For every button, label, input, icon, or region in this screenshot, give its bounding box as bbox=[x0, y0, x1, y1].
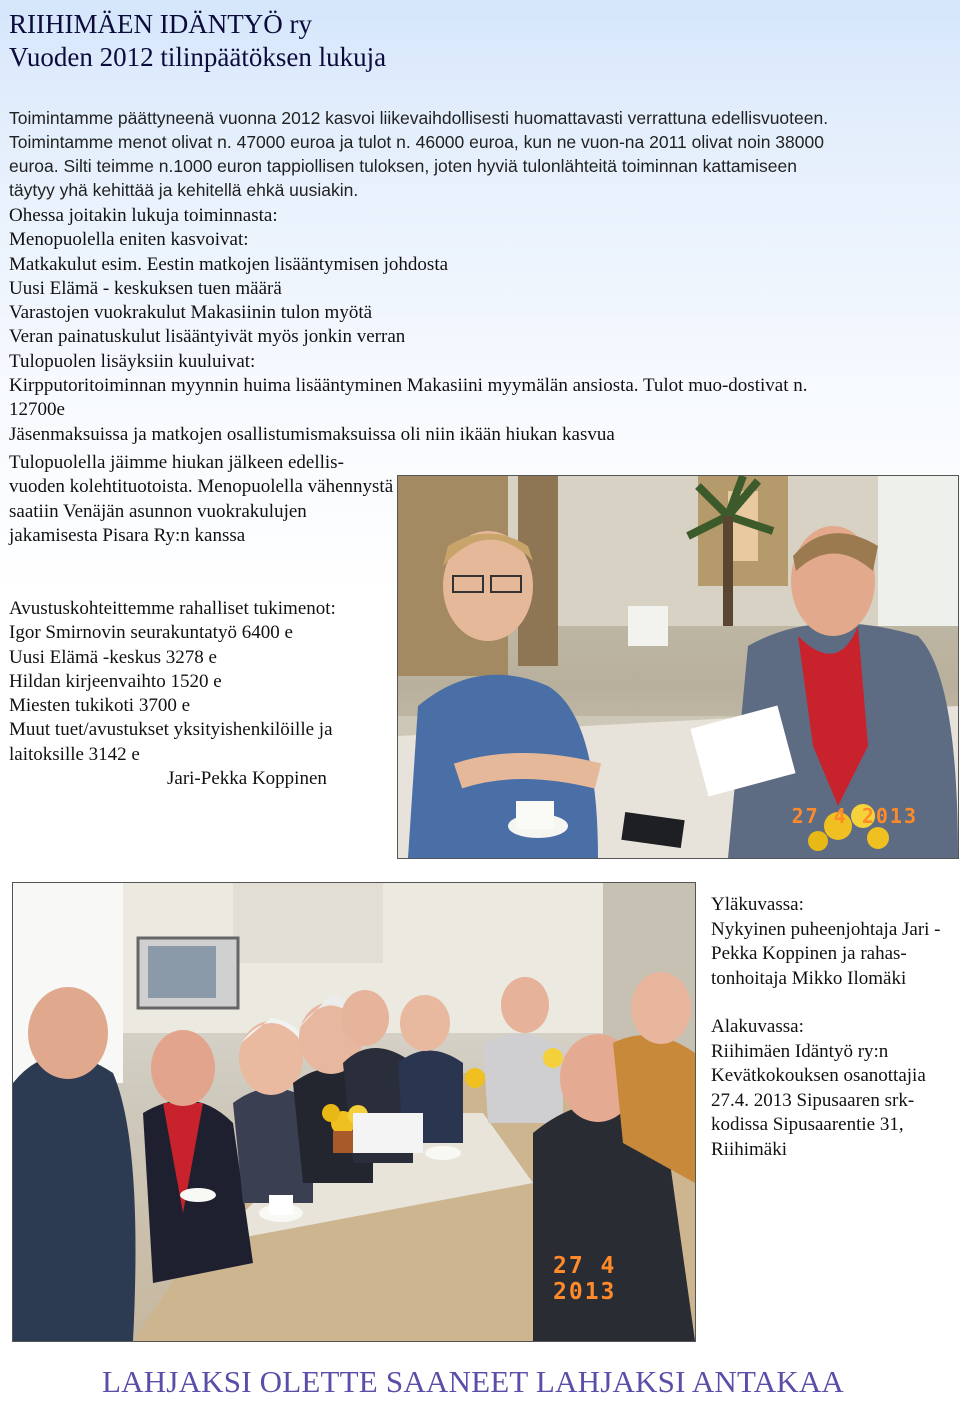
caption-lower-text: Riihimäen Idäntyö ry:n Kevätkokouksen osanottajia 27.4. 2013 Sipusaaren srk-kodissa Sipusaarentie 31, Riihimäki bbox=[711, 1040, 926, 1160]
support-item: Uusi Elämä -keskus 3278 e bbox=[9, 646, 217, 668]
bottom-photo bbox=[12, 882, 696, 1342]
details-line: Varastojen vuokrakulut Makasiinin tulon myötä bbox=[9, 302, 373, 324]
details-line: Veran painatuskulut lisääntyivät myös jonkin verran bbox=[9, 326, 406, 348]
title-line-2: Vuoden 2012 tilinpäätöksen lukuja bbox=[9, 42, 387, 72]
top-photo-datestamp: 27 4 2013 bbox=[791, 804, 918, 828]
caption-lower-label: Alakuvassa: bbox=[711, 1016, 804, 1037]
details-line: Matkakulut esim. Eestin matkojen lisääntymisen johdosta bbox=[9, 253, 449, 275]
signature: Jari-Pekka Koppinen bbox=[167, 768, 327, 790]
details-line: Kirpputoritoiminnan myynnin huima lisääntyminen Makasiini myymälän ansiosta. Tulot muo-dostivat n. 12700e bbox=[9, 375, 808, 421]
details-line: Ohessa joitakin lukuja toiminnasta: bbox=[9, 205, 278, 226]
details-line: Jäsenmaksuissa ja matkojen osallistumismaksuissa oli niin ikään hiukan kasvua bbox=[9, 423, 615, 445]
photo-caption bbox=[711, 893, 959, 1162]
top-photo bbox=[397, 475, 959, 859]
support-item: Muut tuet/avustukset yksityishenkilöille ja laitoksille 3142 e bbox=[9, 719, 333, 765]
caption-upper-text: Nykyinen puheenjohtaja Jari -Pekka Koppinen ja rahas-tonhoitaja Mikko Ilomäki bbox=[711, 918, 941, 989]
support-list bbox=[9, 597, 389, 791]
details-line: Uusi Elämä - keskuksen tuen määrä bbox=[9, 277, 282, 299]
details-line: Tulopuolen lisäyksiin kuuluivat: bbox=[9, 350, 256, 372]
intro-paragraph: Toimintamme päättyneenä vuonna 2012 kasvoi liikevaihdollisesti huomattavasti verrattuna edellisvuoteen. Toimintamme menot olivat n. 47000 euroa ja tulot n. 46000 euroa, kun ne vuon-na 2011 olivat noin 38000 euroa. Silti teimme n.1000 euron tappiollisen tuloksen, joten hyviä tulonlähteitä toiminnan kattamiseen täytyy yhä kehittää ja kehitellä ehkä uusiakin. bbox=[9, 108, 829, 200]
caption-upper-label: Yläkuvassa: bbox=[711, 894, 804, 915]
support-item: Igor Smirnovin seurakuntatyö 6400 e bbox=[9, 622, 293, 644]
details-list bbox=[9, 204, 839, 447]
income-expense-note: Tulopuolella jäimme hiukan jälkeen edellis-vuoden kolehtituotoista. Menopuolella vähennystä saatiin Venäjän asunnon vuokrakulujen jakamisesta Pisara Ry:n kanssa bbox=[9, 452, 394, 546]
document-title bbox=[9, 8, 386, 74]
footer-motto: LAHJAKSI OLETTE SAANEET LAHJAKSI ANTAKAA bbox=[102, 1364, 845, 1399]
support-item: Hildan kirjeenvaihto 1520 e bbox=[9, 670, 222, 692]
support-heading: Avustuskohteittemme rahalliset tukimenot: bbox=[9, 598, 336, 619]
bottom-photo-datestamp: 27 4 2013 bbox=[553, 1253, 617, 1305]
details-line: Menopuolella eniten kasvoivat: bbox=[9, 229, 249, 251]
support-item: Miesten tukikoti 3700 e bbox=[9, 695, 191, 717]
top-photo-illustration bbox=[398, 476, 958, 858]
title-line-1: RIIHIMÄEN IDÄNTYÖ ry bbox=[9, 9, 312, 39]
